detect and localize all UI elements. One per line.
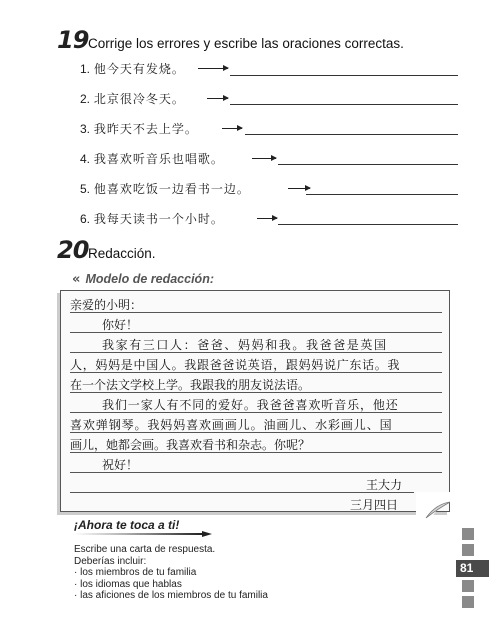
instruction-line: Escribe una carta de respuesta. bbox=[74, 544, 216, 555]
letter-greeting: 亲爱的小明： bbox=[70, 298, 143, 312]
letter-line: 人，妈妈是中国人。我跟爸爸说英语，跟妈妈说广东话。我 bbox=[70, 358, 401, 372]
arrow-icon bbox=[207, 98, 228, 99]
answer-field[interactable] bbox=[278, 224, 458, 225]
answer-field[interactable] bbox=[245, 134, 458, 135]
exercise-19-instruction: Corrige los errores y escribe las oraciones correctas. bbox=[88, 36, 404, 51]
exercise-19-number: 19 bbox=[57, 26, 89, 54]
underline-arrow-icon bbox=[74, 530, 212, 538]
list-item bbox=[80, 60, 185, 78]
side-square bbox=[462, 528, 474, 540]
page-number: 81 bbox=[456, 560, 489, 577]
instructions-block bbox=[74, 544, 268, 602]
letter-line: 在一个法文学校上学。我跟我的朋友说法语。 bbox=[70, 378, 311, 392]
model-label: Modelo de redacción: bbox=[85, 272, 214, 286]
letter-line: 画儿，她都会画。我喜欢看书和杂志。你呢？ bbox=[70, 438, 311, 452]
item-number: 2. bbox=[80, 92, 91, 106]
letter-closing: 祝好！ bbox=[102, 458, 139, 472]
list-item bbox=[80, 120, 198, 138]
item-sentence: 北京很冷冬天。 bbox=[93, 92, 185, 106]
item-sentence: 他喜欢吃饭一边看书一边。 bbox=[93, 182, 250, 196]
instruction-line: Deberías incluir: bbox=[74, 555, 147, 567]
side-square bbox=[462, 544, 474, 556]
side-square bbox=[462, 580, 474, 592]
instruction-line: · los miembros de tu familia bbox=[74, 567, 197, 578]
item-sentence: 他今天有发烧。 bbox=[93, 62, 185, 76]
answer-field[interactable] bbox=[230, 75, 458, 76]
answer-field[interactable] bbox=[278, 164, 458, 165]
arrow-icon bbox=[288, 188, 310, 189]
letter-date: 三月四日 bbox=[350, 498, 399, 512]
arrow-icon bbox=[252, 158, 276, 159]
ahora-label: ¡Ahora te toca a ti! bbox=[74, 518, 180, 532]
list-item bbox=[80, 180, 250, 198]
page-curl-icon bbox=[416, 492, 450, 520]
item-number: 4. bbox=[80, 152, 91, 166]
ruled-line bbox=[70, 492, 414, 493]
answer-field[interactable] bbox=[306, 194, 458, 195]
item-number: 5. bbox=[80, 182, 91, 196]
double-chevron-icon: « bbox=[72, 272, 81, 287]
letter-signature: 王大力 bbox=[366, 478, 403, 492]
answer-field[interactable] bbox=[230, 104, 458, 105]
list-item bbox=[80, 210, 224, 228]
item-sentence: 我每天读书一个小时。 bbox=[93, 212, 224, 226]
item-number: 3. bbox=[80, 122, 91, 136]
letter-line: 我家有三口人：爸爸、妈妈和我。我爸爸是英国 bbox=[102, 338, 388, 352]
exercise-20-title: Redacción. bbox=[88, 246, 156, 261]
arrow-icon bbox=[198, 68, 228, 69]
list-item bbox=[80, 90, 185, 108]
instruction-line: · los idiomas que hablas bbox=[74, 578, 182, 590]
item-number: 1. bbox=[80, 62, 91, 76]
item-sentence: 我喜欢听音乐也唱歌。 bbox=[93, 152, 224, 166]
exercise-20-number: 20 bbox=[57, 236, 89, 264]
instruction-line: · las aficiones de los miembros de tu familia bbox=[74, 590, 268, 601]
item-number: 6. bbox=[80, 212, 91, 226]
letter-line: 喜欢弹钢琴。我妈妈喜欢画画儿。油画儿、水彩画儿、国 bbox=[70, 418, 393, 432]
arrow-icon bbox=[257, 218, 277, 219]
item-sentence: 我昨天不去上学。 bbox=[93, 122, 198, 136]
list-item bbox=[80, 150, 224, 168]
letter-hello: 你好！ bbox=[102, 318, 139, 332]
arrow-icon bbox=[222, 128, 242, 129]
model-heading bbox=[72, 268, 214, 287]
letter-line: 我们一家人有不同的爱好。我爸爸喜欢听音乐，他还 bbox=[102, 398, 399, 412]
side-square bbox=[462, 596, 474, 608]
